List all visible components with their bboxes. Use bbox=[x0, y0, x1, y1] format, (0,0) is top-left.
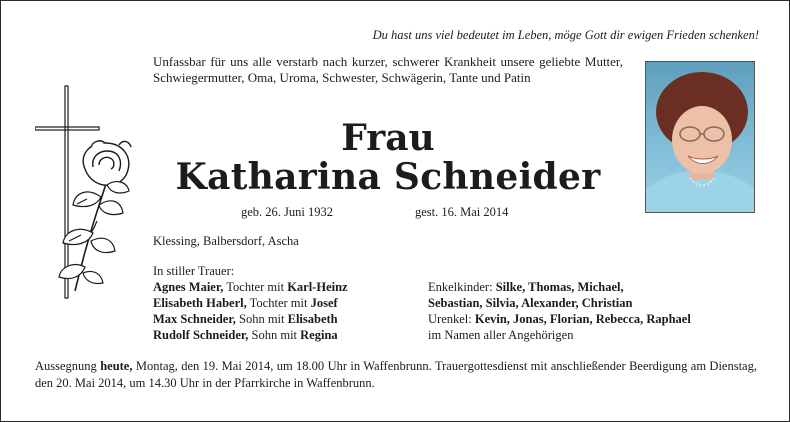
mourner-partner: Regina bbox=[300, 328, 338, 342]
mourning-heading: In stiller Trauer: bbox=[153, 264, 235, 278]
mourner-partner: Josef bbox=[310, 296, 338, 310]
mourner-relation: Tochter mit bbox=[246, 296, 311, 310]
mourner-relation: Tochter mit bbox=[223, 280, 288, 294]
mourner-partner: Elisabeth bbox=[287, 312, 338, 326]
relatives-text: im Namen aller Angehörigen bbox=[428, 328, 574, 342]
mourner-name: Agnes Maier, bbox=[153, 280, 224, 294]
grandchildren-label: Enkelkinder: bbox=[428, 280, 496, 294]
mourner-relation: Sohn mit bbox=[235, 312, 288, 326]
footer-rest: Montag, den 19. Mai 2014, um 18.00 Uhr in Waffenbrunn. Trauergottesdienst mit anschließender Beerdigung am Dienstag, den 20. Mai 2014, um 14.30 Uhr in der Pfarrkirche in Waffenbrunn. bbox=[35, 359, 757, 390]
places-text: Klessing, Balbersdorf, Ascha bbox=[153, 234, 299, 248]
footer-lead: Aussegnung bbox=[35, 359, 101, 373]
mourner-name: Elisabeth Haberl, bbox=[153, 296, 247, 310]
intro-text: Unfassbar für uns alle verstarb nach kurzer, schwerer Krankheit unsere geliebte Mutter, Schwiegermutter, Oma, Uroma, Schwester, Schwägerin, Tante und Patin bbox=[153, 54, 623, 85]
death-date: gest. 16. Mai 2014 bbox=[415, 205, 509, 219]
funeral-details bbox=[35, 358, 757, 392]
birth-date: geb. 26. Juni 1932 bbox=[241, 205, 334, 219]
footer-bold: heute, bbox=[100, 359, 133, 373]
portrait-image bbox=[646, 62, 754, 212]
grandchildren-names-1: Silke, Thomas, Michael, bbox=[495, 280, 624, 294]
great-grandchildren-names: Kevin, Jonas, Florian, Rebecca, Raphael bbox=[474, 312, 691, 326]
motto-text: Du hast uns viel bedeutet im Leben, möge Gott dir ewigen Frieden schenken! bbox=[372, 28, 759, 42]
mourner-row bbox=[153, 311, 423, 327]
descendants-list bbox=[428, 279, 768, 343]
cross-with-rose-icon bbox=[35, 81, 135, 306]
portrait-photo bbox=[645, 61, 755, 213]
great-grandchildren-row bbox=[428, 311, 768, 327]
mourner-name: Rudolf Schneider, bbox=[153, 328, 249, 342]
great-grandchildren-label: Urenkel: bbox=[428, 312, 475, 326]
deceased-name: Katharina Schneider bbox=[175, 156, 601, 198]
mourner-row bbox=[153, 327, 423, 343]
mourners-list bbox=[153, 263, 423, 343]
mourner-partner: Karl-Heinz bbox=[287, 280, 348, 294]
mourner-name: Max Schneider, bbox=[153, 312, 236, 326]
mourner-row bbox=[153, 295, 423, 311]
title-frau: Frau bbox=[341, 117, 435, 159]
mourner-relation: Sohn mit bbox=[248, 328, 301, 342]
grandchildren-names-2: Sebastian, Silvia, Alexander, Christian bbox=[428, 296, 633, 310]
mourner-row bbox=[153, 279, 423, 295]
grandchildren-row bbox=[428, 279, 768, 295]
